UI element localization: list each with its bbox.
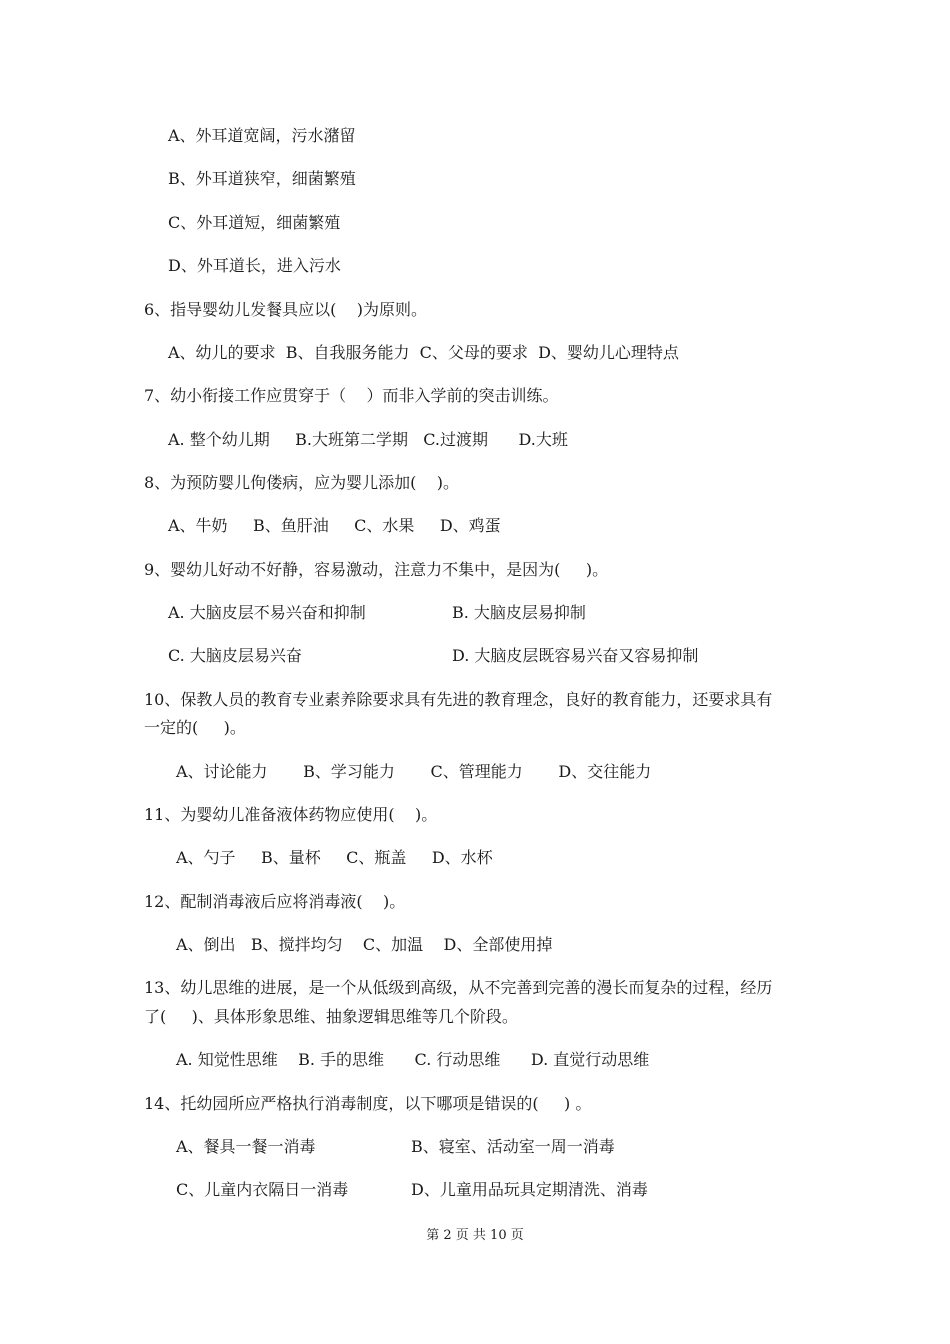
q10-options: A、讨论能力 B、学习能力 C、管理能力 D、交往能力 bbox=[176, 762, 652, 781]
q14-option-b: B、寝室、活动室一周一消毒 bbox=[411, 1137, 615, 1156]
q8-options: A、牛奶 B、鱼肝油 C、水果 D、鸡蛋 bbox=[168, 516, 501, 535]
q14-option-d: D、儿童用品玩具定期清洗、消毒 bbox=[411, 1180, 648, 1199]
q9-option-d: D. 大脑皮层既容易兴奋又容易抑制 bbox=[452, 646, 699, 665]
q9-option-c: C. 大脑皮层易兴奋 bbox=[168, 646, 302, 665]
q12-options: A、倒出 B、搅拌均匀 C、加温 D、全部使用掉 bbox=[176, 935, 553, 954]
q5-option-c: C、外耳道短，细菌繁殖 bbox=[168, 213, 341, 232]
q11-options: A、勺子 B、量杯 C、瓶盖 D、水杯 bbox=[176, 848, 493, 867]
q5-option-a: A、外耳道宽阔，污水潴留 bbox=[168, 126, 356, 145]
q9-text: 9、婴幼儿好动不好静，容易激动，注意力不集中，是因为( )。 bbox=[144, 560, 609, 579]
q9-option-a: A. 大脑皮层不易兴奋和抑制 bbox=[168, 603, 366, 622]
q5-option-d: D、外耳道长，进入污水 bbox=[168, 256, 341, 275]
q13-text-line1: 13、幼儿思维的进展，是一个从低级到高级，从不完善到完善的漫长而复杂的过程，经历 bbox=[144, 978, 773, 997]
q10-text-line2: 一定的( )。 bbox=[144, 718, 246, 737]
q13-text-line2: 了( )、具体形象思维、抽象逻辑思维等几个阶段。 bbox=[144, 1007, 518, 1026]
q14-option-c: C、儿童内衣隔日一消毒 bbox=[176, 1180, 349, 1199]
q5-option-b: B、外耳道狭窄，细菌繁殖 bbox=[168, 169, 356, 188]
q10-text-line1: 10、保教人员的教育专业素养除要求具有先进的教育理念，良好的教育能力，还要求具有 bbox=[144, 690, 773, 709]
q14-option-a: A、餐具一餐一消毒 bbox=[176, 1137, 316, 1156]
q6-options: A、幼儿的要求 B、自我服务能力 C、父母的要求 D、婴幼儿心理特点 bbox=[168, 343, 679, 362]
page-footer: 第 2 页 共 10 页 bbox=[426, 1228, 524, 1243]
q6-text: 6、指导婴幼儿发餐具应以( )为原则。 bbox=[144, 300, 428, 319]
q7-options: A. 整个幼儿期 B.大班第二学期 C.过渡期 D.大班 bbox=[168, 430, 568, 449]
q7-text: 7、幼小衔接工作应贯穿于（ ）而非入学前的突击训练。 bbox=[144, 386, 559, 405]
q14-text: 14、托幼园所应严格执行消毒制度，以下哪项是错误的( ) 。 bbox=[144, 1094, 592, 1113]
q13-options: A. 知觉性思维 B. 手的思维 C. 行动思维 D. 直觉行动思维 bbox=[176, 1050, 650, 1069]
q8-text: 8、为预防婴儿佝偻病，应为婴儿添加( )。 bbox=[144, 473, 460, 492]
q11-text: 11、为婴幼儿准备液体药物应使用( )。 bbox=[144, 805, 438, 824]
q12-text: 12、配制消毒液后应将消毒液( )。 bbox=[144, 892, 406, 911]
q9-option-b: B. 大脑皮层易抑制 bbox=[452, 603, 586, 622]
